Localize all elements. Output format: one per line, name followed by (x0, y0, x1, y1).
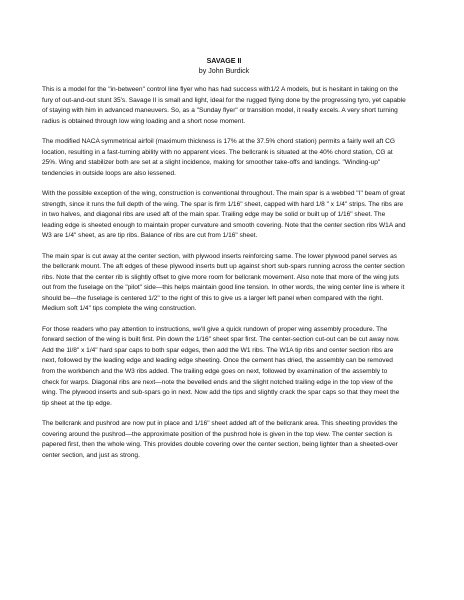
paragraph-wing-assembly: For those readers who pay attention to instructions, we'll give a quick rundown of proper wing assembly procedure. The forward section of the wing is built first. Pin down the 1/16" sheet spar first. The center-section cut-out can be cut away now. Add the 1l/8" x 1/4" hard spar caps to both spar edges, then add the W1 ribs. The W1A tip ribs and center section ribs are next, followed by the leading edge and leading edge sheeting. Once the cement has dried, the assembly can be removed from the workbench and the W3 ribs added. The trailing edge goes on next, followed by examination of the assembly to check for warps. Diagonal ribs are next—note the bevelled ends and the slight notched trailing edge in the top view of the wing. The plywood inserts and sub-spars go in next. Now add the tips and slightly crack the spar caps so that they meet the tip sheet at the tip edge. (42, 325, 400, 407)
paragraph-main-spar: The main spar is cut away at the center section, with plywood inserts reinforcing same. The lower plywood panel serves as the bellcrank mount. The aft edges of these plywood inserts butt up against short sub-spars running across the center section ribs. Note that the center rib is slightly offset to give more room for bellcrank movement. Also note that more of the wing juts out from the fuselage on the "pilot" side—this helps maintain good line tension. In other words, the wing center line is where it should be—the fuselage is centered 1/2" to the right of this to give us a larger left panel when compared with the right. Medium soft 1/4" tips complete the wing construction. (42, 252, 405, 313)
paragraph-construction: With the possible exception of the wing, construction is conventional throughout. The main spar is a webbed "I" beam of great strength, since it runs the full depth of the wing. The spar is firm 1/16" sheet, capped with hard 1/8 " x 1/4" strips. The ribs are in two halves, and diagonal ribs are used aft of the main spar. Trailing edge may be solid or built up of 1/16" sheet. The leading edge is sheeted enough to maintain proper curvature and smooth covering. Note that the center section ribs W1A and W3 are 1/4" sheet, as are tip ribs. Balance of ribs are cut from 1/16" sheet. (42, 189, 406, 240)
document-title: SAVAGE II (206, 57, 242, 65)
document-author: by John Burdick (198, 67, 250, 75)
paragraph-bellcrank: The bellcrank and pushrod are now put in place and 1/16" sheet added aft of the bellcrank area. This sheeting provides the covering around the pushrod—the approximate position of the pushrod hole is given in the top view. The center section is papered first, then the whole wing. This provides double covering over the center section, being lighter than a sheeted-over center section, and just as strong. (42, 420, 398, 459)
paragraph-airfoil: The modified NACA symmetrical airfoil (maximum thickness is 17% at the 37.5% chord station) permits a fairly well aft CG location, resulting in a fast-turning ability with no apparent vices. The bellcrank is situated at the 40% chord station, CG at 25%. Wing and stabilizer both are set at a slight incidence, making for smoother take-offs and landings. "Winding-up" tendencies in outside loops are also lessened. (42, 137, 395, 177)
document-page (42, 56, 406, 471)
paragraph-intro: This is a model for the "in-between" control line flyer who has had success with1/2 A models, but is hesitant in taking on the fury of out-and-out stunt 35's. Savage II is small and light, ideal for the rugged flying done by the progressing tyro, yet capable of staying with him in advanced maneuvers. So, as a "Sunday flyer" or transition model, it really excels. A very short turning radius is obtained through low wing loading and a short nose moment. (42, 86, 406, 125)
